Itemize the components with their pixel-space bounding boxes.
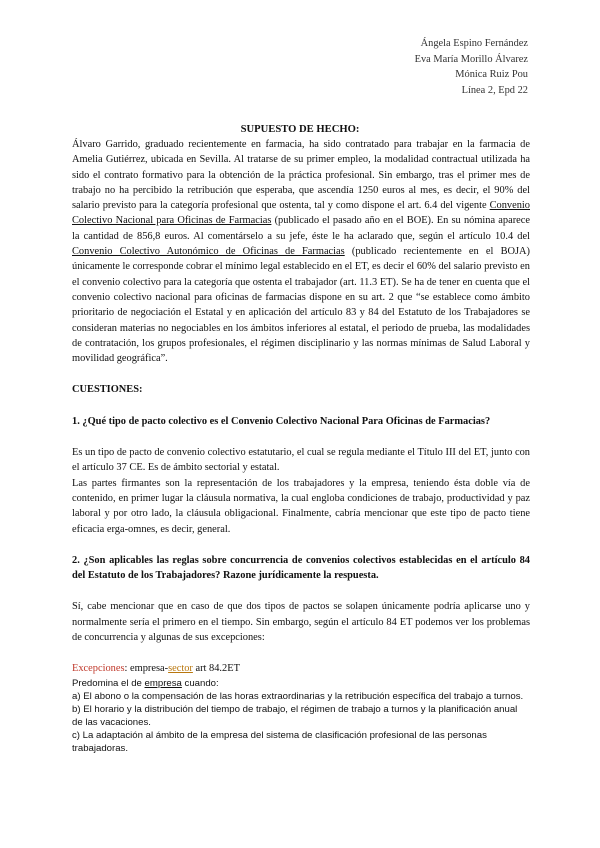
exception-item-a: a) El abono o la compensación de las horas extraordinarias y la retribución específica del trabajo a turnos. — [72, 690, 524, 702]
predomina-text: Predomina el de — [72, 677, 145, 689]
author-name: Eva María Morillo Álvarez — [414, 53, 528, 65]
author-name: Mónica Ruiz Pou — [455, 69, 528, 80]
exceptions-sep: : empresa- — [124, 663, 169, 675]
exception-item-c: c) La adaptación al ámbito de la empresa del sistema de clasificación profesional de las personas trabajadoras. — [72, 729, 487, 754]
exceptions-line — [72, 661, 530, 676]
question-1: 1. ¿Qué tipo de pacto colectivo es el Convenio Colectivo Nacional Para Oficinas de Farmacias? — [72, 415, 491, 427]
case-text-a: Álvaro Garrido, graduado recientemente en farmacia, ha sido contratado para trabajar en la farmacia de Amelia Gutiérrez, ubicada en Sevilla. Al tratarse de su primer empleo, la modalidad contractual utilizada ha sido el contrato formativo para la obtención de la práctica profesional. Sin embargo, tras el primer mes de trabajo no ha percibido la retribución que esperaba, que ascendía 1250 euros al mes, es decir, el 90% del salario previsto para la categoría profesional que ostenta, tal y como dispone el art. 6.4 del vigente — [72, 139, 530, 212]
exceptions-art: art 84.2ET — [192, 663, 240, 675]
group-line: Línea 2, Epd 22 — [461, 84, 528, 96]
convenio-nacional-link: Convenio Colectivo Nacional para Oficinas de Farmacias — [72, 200, 530, 227]
exceptions-label: Excepciones — [72, 663, 125, 675]
cuestiones-heading: CUESTIONES: — [72, 384, 143, 396]
exception-item-b: b) El horario y la distribución del tiempo de trabajo, el régimen de trabajo a turnos y la planificación anual de las vacaciones. — [72, 703, 518, 728]
exceptions-list — [72, 677, 530, 755]
predomina-line — [72, 677, 530, 690]
case-title: SUPUESTO DE HECHO: — [240, 124, 360, 135]
convenio-autonomico-link: Convenio Colectivo Autonómico de Oficinas de Farmacias — [72, 246, 345, 258]
case-paragraph — [72, 137, 530, 366]
answer-1-paragraph-2: Las partes firmantes son la representación de los trabajadores y la empresa, teniendo ésta doble vía de contenido, en primer lugar la cláusula normativa, la cual engloba condiciones de trabajo, productividad y paz laboral y por otro lado, la cláusula obligacional. Finalmente, cabría mencionar que este tipo de pacto tiene eficacia erga-omnes, es decir, general. — [72, 477, 530, 535]
case-text-b: (publicado el pasado año en el BOE). En su nómina aparece la cantidad de 856,8 euros. Al comentárselo a su jefe, éste le ha aclarado que, según el artículo 10.4 del — [72, 215, 531, 242]
question-2: 2. ¿Son aplicables las reglas sobre concurrencia de convenios colectivos establecidas en el artículo 84 del Estatuto de los Trabajadores? Razone jurídicamente la respuesta. — [72, 554, 530, 582]
answer-1-paragraph-1: Es un tipo de pacto de convenio colectivo estatutario, el cual se regula mediante el Título III del ET, junto con el artículo 37 CE. Es de ámbito sectorial y estatal. — [72, 447, 530, 474]
author-block — [415, 36, 528, 98]
sector-link: sector — [168, 663, 193, 675]
case-text-c: (publicado recientemente en el BOJA) únicamente le corresponde cobrar el mínimo legal establecido en el ET, es decir el 60% del salario previsto en el convenio colectivo para la categoría que ostenta el trabajador (art. 11.3 ET). Se ha de tener en cuenta que el convenio colectivo nacional para oficinas de farmacias dispone en su art. 2 que “se establece como ámbito prioritario de negociación el Estatal y en aplicación del artículo 83 y 84 del Estatuto de los Trabajadores se consideran materias no negociables en los ámbitos inferiores al estatal, el periodo de prueba, las modalidades de contratación, los grupos profesionales, el régimen disciplinario y las normas mínimas de Salud Laboral y movilidad geográfica”. — [72, 246, 531, 365]
predomina-cuando: cuando: — [181, 677, 219, 689]
empresa-underlined: empresa — [144, 677, 182, 689]
answer-2-paragraph: Sí, cabe mencionar que en caso de que dos tipos de pactos se solapen únicamente podría aplicarse uno y normalmente sería el primero en el tiempo. Sin embargo, según el artículo 84 ET podemos ver los problemas de concurrencia y algunas de sus excepciones: — [72, 601, 530, 644]
author-name: Ángela Espino Fernández — [420, 38, 528, 49]
document-body — [72, 137, 530, 755]
